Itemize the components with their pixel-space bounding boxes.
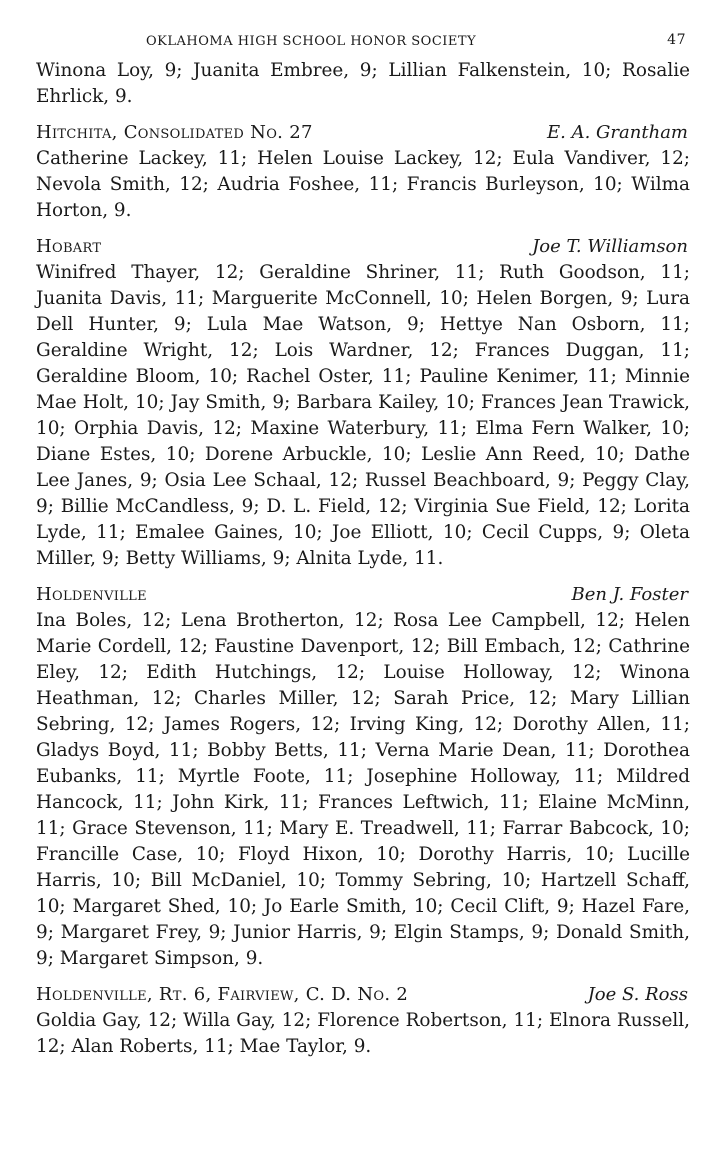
school-name: Hitchita, Consolidated No. 27 bbox=[36, 122, 313, 143]
school-section-holdenville bbox=[36, 582, 690, 972]
running-header bbox=[36, 28, 690, 58]
sponsor-name: Ben J. Foster bbox=[571, 584, 688, 605]
school-name: Holdenville, Rt. 6, Fairview, C. D. No. 2 bbox=[36, 984, 409, 1005]
running-title: OKLAHOMA HIGH SCHOOL HONOR SOCIETY bbox=[146, 34, 477, 49]
member-list: Catherine Lackey, 11; Helen Louise Lackey, 12; Eula Vandiver, 12; Nevola Smith, 12; Audria Foshee, 11; Francis Burleyson, 10; Wilma Horton, 9. bbox=[36, 148, 690, 221]
school-section-hobart bbox=[36, 234, 690, 572]
section-heading bbox=[36, 234, 690, 260]
sponsor-name: E. A. Grantham bbox=[547, 122, 688, 143]
continued-member-list: Winona Loy, 9; Juanita Embree, 9; Lillian Falkenstein, 10; Rosalie Ehrlick, 9. bbox=[36, 60, 690, 107]
member-list: Ina Boles, 12; Lena Brotherton, 12; Rosa Lee Campbell, 12; Helen Marie Cordell, 12; Faustine Davenport, 12; Bill Embach, 12; Cathrine Eley, 12; Edith Hutchings, 12; Louise Holloway, 12; Winona Heathman, 12; Charles Miller, 12; Sarah Price, 12; Mary Lillian Sebring, 12; James Rogers, 12; Irving King, 12; Dorothy Allen, 11; Gladys Boyd, 11; Bobby Betts, 11; Verna Marie Dean, 11; Dorothea Eubanks, 11; Myrtle Foote, 11; Josephine Holloway, 11; Mildred Hancock, 11; John Kirk, 11; Frances Leftwich, 11; Elaine McMinn, 11; Grace Stevenson, 11; Mary E. Treadwell, 11; Farrar Babcock, 10; Francille Case, 10; Floyd Hixon, 10; Dorothy Harris, 10; Lucille Harris, 10; Bill McDaniel, 10; Tommy Sebring, 10; Hartzell Schaff, 10; Margaret Shed, 10; Jo Earle Smith, 10; Cecil Clift, 9; Hazel Fare, 9; Margaret Frey, 9; Junior Harris, 9; Elgin Stamps, 9; Donald Smith, 9; Margaret Simpson, 9. bbox=[36, 610, 690, 969]
sponsor-name: Joe S. Ross bbox=[587, 984, 688, 1005]
school-section-holdenville-fairview bbox=[36, 982, 690, 1060]
book-page bbox=[36, 28, 690, 1060]
section-heading bbox=[36, 982, 690, 1008]
section-heading bbox=[36, 582, 690, 608]
school-section-hitchita bbox=[36, 120, 690, 224]
member-list: Winifred Thayer, 12; Geraldine Shriner, 11; Ruth Goodson, 11; Juanita Davis, 11; Marguerite McConnell, 10; Helen Borgen, 9; Lura Dell Hunter, 9; Lula Mae Watson, 9; Hettye Nan Osborn, 11; Geraldine Wright, 12; Lois Wardner, 12; Frances Duggan, 11; Geraldine Bloom, 10; Rachel Oster, 11; Pauline Kenimer, 11; Minnie Mae Holt, 10; Jay Smith, 9; Barbara Kailey, 10; Frances Jean Trawick, 10; Orphia Davis, 12; Maxine Waterbury, 11; Elma Fern Walker, 10; Diane Estes, 10; Dorene Arbuckle, 10; Leslie Ann Reed, 10; Dathe Lee Janes, 9; Osia Lee Schaal, 12; Russel Beachboard, 9; Peggy Clay, 9; Billie McCandless, 9; D. L. Field, 12; Virginia Sue Field, 12; Lorita Lyde, 11; Emalee Gaines, 10; Joe Elliott, 10; Cecil Cupps, 9; Oleta Miller, 9; Betty Williams, 9; Alnita Lyde, 11. bbox=[36, 262, 690, 569]
school-name: Hobart bbox=[36, 236, 102, 257]
page-number: 47 bbox=[667, 32, 686, 48]
sponsor-name: Joe T. Williamson bbox=[532, 236, 688, 257]
school-name: Holdenville bbox=[36, 584, 147, 605]
section-heading bbox=[36, 120, 690, 146]
member-list: Goldia Gay, 12; Willa Gay, 12; Florence Robertson, 11; Elnora Russell, 12; Alan Roberts, 11; Mae Taylor, 9. bbox=[36, 1010, 690, 1057]
